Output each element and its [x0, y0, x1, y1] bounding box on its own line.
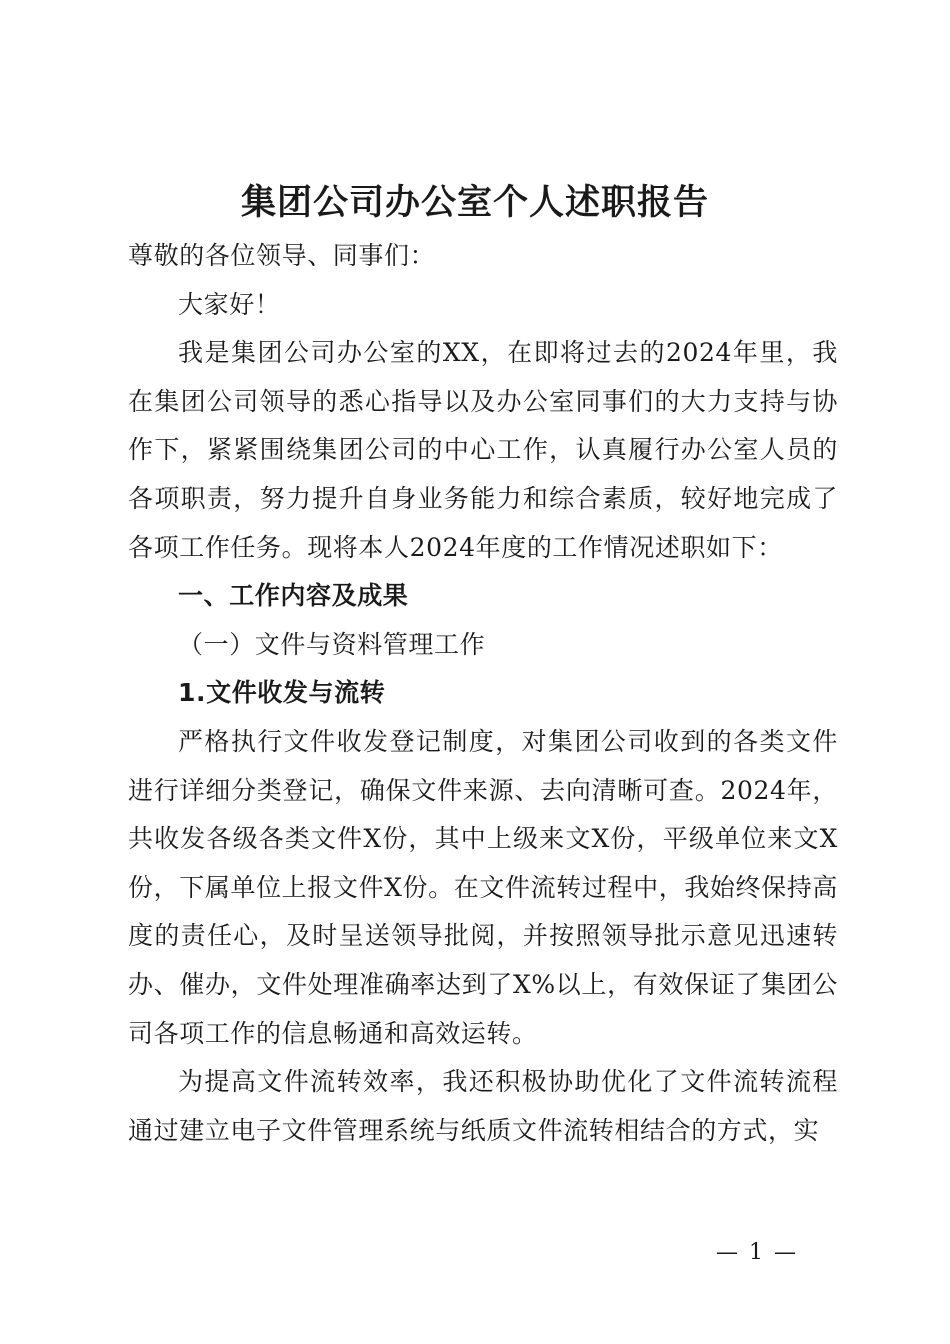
document-body	[128, 232, 838, 1155]
document-title: 集团公司办公室个人述职报告	[240, 182, 709, 223]
section-heading: 一、工作内容及成果	[178, 581, 409, 611]
salutation: 尊敬的各位领导、同事们：	[128, 241, 436, 270]
page-number: — 1 —	[716, 1240, 798, 1265]
body-paragraph: 为提高文件流转效率，我还积极协助优化了文件流转流程通过建立电子文件管理系统与纸质文件流转相结合的方式，实	[128, 1067, 838, 1145]
body-paragraph: 严格执行文件收发登记制度，对集团公司收到的各类文件进行详细分类登记，确保文件来源、去向清晰可查。2024年，共收发各级各类文件X份，其中上级来文X份，平级单位来文X份，下属单位上报文件X份。在文件流转过程中，我始终保持高度的责任心，及时呈送领导批阅，并按照领导批示意见迅速转办、催办，文件处理准确率达到了X%以上，有效保证了集团公司各项工作的信息畅通和高效运转。	[128, 726, 838, 1048]
intro-paragraph: 我是集团公司办公室的XX，在即将过去的2024年里，我在集团公司领导的悉心指导以及办公室同事们的大力支持与协作下，紧紧围绕集团公司的中心工作，认真履行办公室人员的各项职责，努力提升自身业务能力和综合素质，较好地完成了各项工作任务。现将本人2024年度的工作情况述职如下：	[128, 338, 838, 562]
greeting: 大家好！	[178, 289, 281, 319]
item-heading: 1.文件收发与流转	[178, 678, 386, 708]
subsection-heading: （一）文件与资料管理工作	[178, 629, 486, 659]
